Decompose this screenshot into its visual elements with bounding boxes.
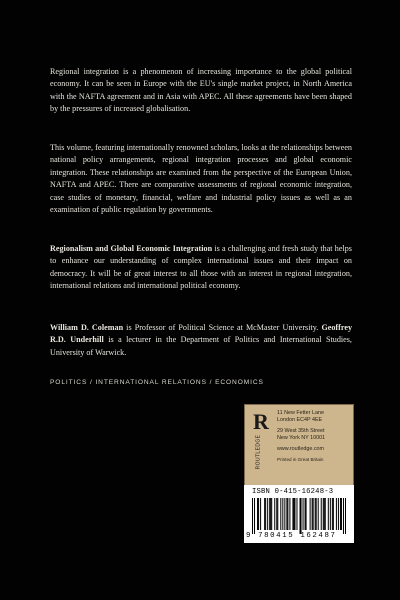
book-title-inline: Regionalism and Global Economic Integration (50, 244, 213, 253)
barcode-bar (270, 498, 271, 530)
barcode-bar (300, 498, 301, 534)
barcode-bar (294, 498, 295, 530)
barcode-bar (312, 498, 313, 530)
blurb-paragraph-3-text: is a challenging and fresh study that helps to enhance our understanding of complex international issues and their impact on democracy. It will be of great interest to all those with an interest in regional integration, international relations and international political economy. (50, 244, 352, 291)
address-us-line-1: 29 West 35th Street (277, 427, 325, 434)
barcode-bar (333, 498, 334, 530)
blurb-paragraph-2: This volume, featuring internationally renowned scholars, looks at the relationships between national policy arrangements, regional integration processes and global economic integration. These relationships are examined from the perspective of the European Union, NAFTA and APEC. There are comparative assessments of regional economic integration, case studies of monetary, financial, welfare and industrial policy issues as well as an examination of public regulation by governments. (50, 143, 352, 215)
barcode-bar (303, 498, 304, 530)
editor-name-2: Geoffrey R.D. Underhill (50, 323, 353, 345)
barcode-bar (287, 498, 288, 530)
barcode-bar (258, 498, 259, 530)
address-uk-line-2: London EC4P 4EE (277, 417, 323, 424)
barcode-bar (330, 498, 331, 530)
barcode-bar (284, 498, 285, 530)
barcode-bar (260, 498, 261, 530)
barcode-bar (271, 498, 272, 530)
barcode-bar (306, 498, 307, 530)
barcode-bar (321, 498, 322, 530)
barcode-bar (305, 498, 306, 530)
publisher-website: www.routledge.com (277, 445, 325, 452)
barcode-bar (267, 498, 268, 530)
barcode-bar (316, 498, 317, 530)
barcode-bar (301, 498, 302, 534)
ean-number: 9 780415 162487 (246, 532, 337, 540)
isbn-number: ISBN 0-415-16248-3 (252, 488, 334, 496)
barcode-bar (293, 498, 294, 530)
barcode-bar (310, 498, 311, 530)
barcode-bar (338, 498, 339, 530)
barcode-bar (296, 498, 297, 530)
barcode-bar (280, 498, 281, 530)
printed-in: Printed in Great Britain (277, 457, 324, 463)
blurb-paragraph-3 (50, 243, 352, 293)
barcode-bar (254, 498, 255, 534)
blurb-paragraph-1: Regional integration is a phenomenon of increasing importance to the global political economy. It can be seen in Europe with the EU's single market project, in North America with the NAFTA agreement and in Asia with APEC. All these agreements have been shaped by the pressures of increased globalisation. (50, 67, 352, 114)
barcode-bar (328, 498, 329, 530)
logo-wordmark: ROUTLEDGE (255, 434, 262, 470)
publisher-panel (244, 404, 354, 486)
barcode-bar (276, 498, 277, 530)
routledge-logo-icon (251, 411, 273, 471)
publisher-address (277, 410, 325, 463)
barcode-bar (286, 498, 287, 530)
logo-letter: R (253, 409, 269, 434)
address-uk-line-1: 11 New Fetter Lane (277, 410, 324, 416)
barcode-bar (265, 498, 266, 530)
barcode-bar (252, 498, 253, 534)
barcode-bar (269, 498, 270, 530)
barcode-bar (289, 498, 290, 530)
barcode-bar (315, 498, 316, 530)
barcode-icon (252, 498, 346, 534)
barcode-bar (282, 498, 283, 530)
barcode-bar (313, 498, 314, 530)
barcode-bar (324, 498, 325, 530)
barcode-bar (264, 498, 265, 530)
barcode-bar (318, 498, 319, 530)
barcode-bar (277, 498, 278, 530)
subject-categories: POLITICS / INTERNATIONAL RELATIONS / ECONOMICS (50, 379, 264, 386)
barcode-bar (274, 498, 275, 530)
editor-name-1: William D. Coleman (50, 323, 124, 332)
author-bio (50, 322, 352, 359)
barcode-bar (332, 498, 333, 530)
address-us-line-2: New York NY 10001 (277, 435, 326, 442)
barcode-bar (257, 498, 258, 530)
barcode-bar (341, 498, 342, 530)
barcode-bar (336, 498, 337, 530)
barcode-bar (325, 498, 326, 530)
editor-bio-2: is a lecturer in the Department of Politics and International Studies, University of Warwick. (50, 335, 352, 357)
editor-bio-1: is Professor of Political Science at McMaster University. (123, 323, 322, 332)
barcode-bar (323, 498, 324, 530)
barcode-bar (292, 498, 293, 530)
barcode-bar (343, 498, 344, 534)
barcode-bar (345, 498, 346, 534)
barcode-bar (340, 498, 341, 530)
barcode-panel (244, 485, 354, 543)
